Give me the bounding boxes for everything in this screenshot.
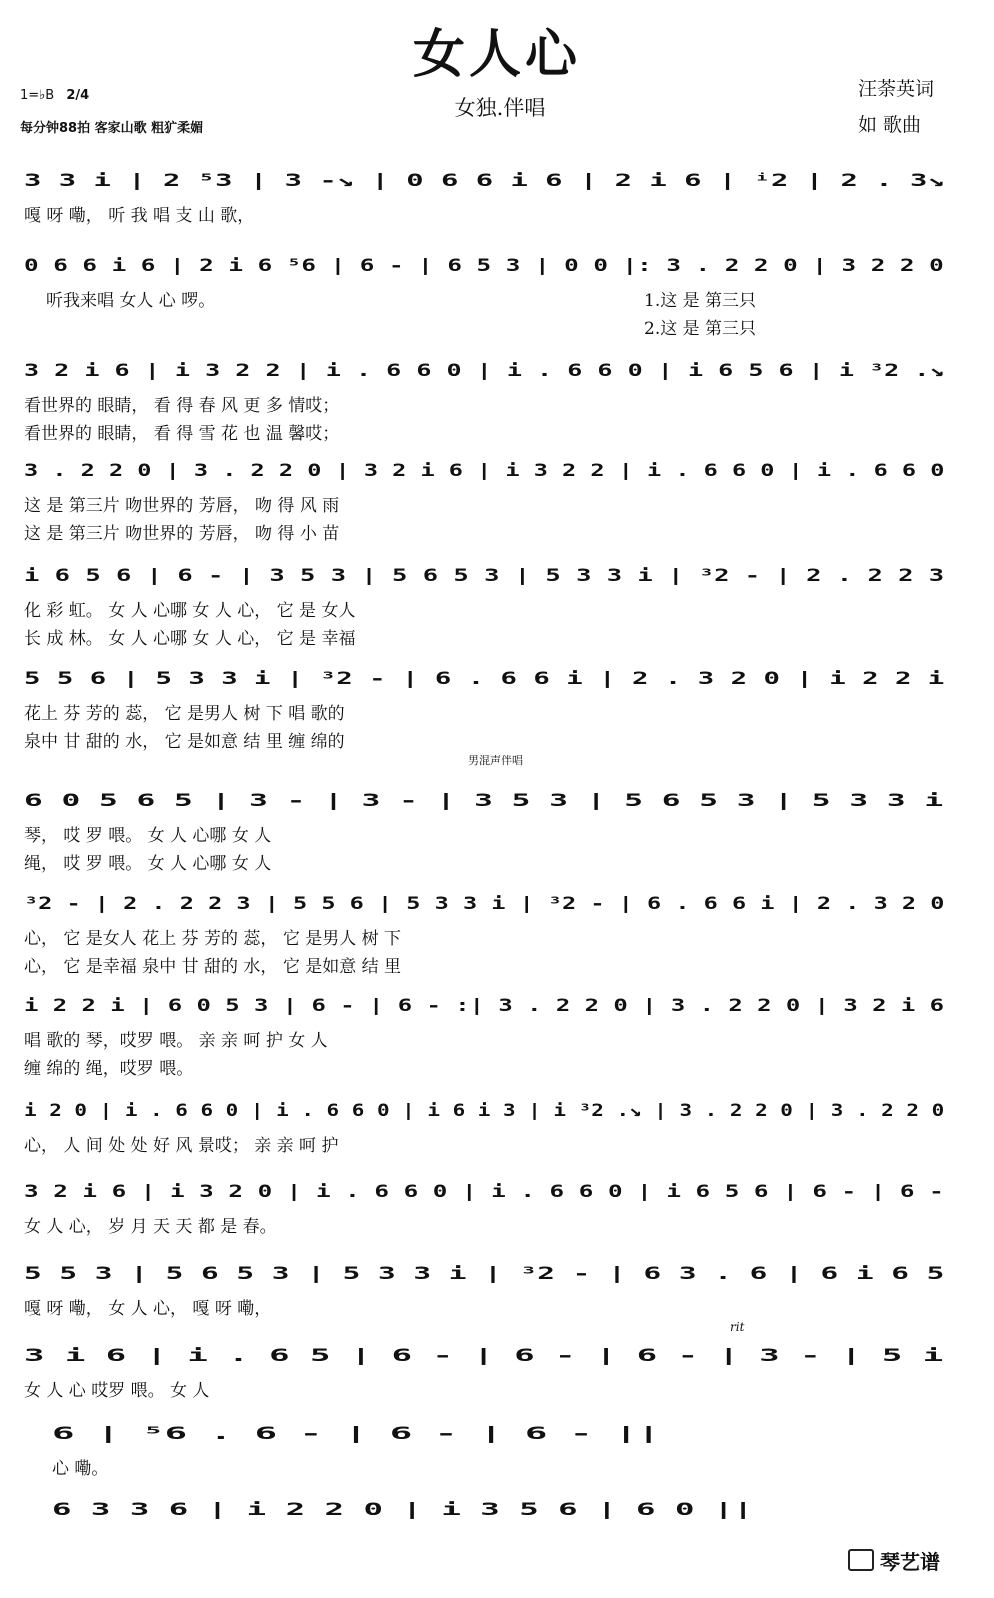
- lyric-line: 嘎 呀 嘞， 听 我 唱 支 山 歌，: [24, 206, 255, 226]
- notation-line: 6 | ⁵6 . 6 - | 6 - | 6 - ||: [52, 1424, 660, 1444]
- music-system: [0, 990, 994, 1094]
- lyricist-credit: 汪荼英词: [858, 78, 935, 100]
- site-logo: [848, 1546, 940, 1575]
- notation-line: ³2 - | 2 . 2 2 3 | 5 5 6 | 5 3 3 i | ³2 - | 6 . 6 6 i | 2 . 3 2 0: [24, 894, 945, 914]
- music-system: [0, 560, 994, 664]
- lyric-line: 缠 绵的 绳，哎罗 喂。: [24, 1059, 194, 1079]
- song-title: 女人心: [412, 24, 581, 85]
- notation-line: i 2 0 | i . 6 6 0 | i . 6 6 0 | i 6 i 3 | i ³2 .↘ | 3 . 2 2 0 | 3 . 2 2 0: [24, 1101, 945, 1121]
- song-subtitle: 女独.伴唱: [454, 96, 546, 120]
- lyric-line: 女 人 心 哎罗 喂。 女 人: [24, 1381, 210, 1401]
- music-system: [0, 250, 994, 354]
- key-signature: 1=♭B: [20, 88, 55, 103]
- lyric-line: 长 成 林。 女 人 心哪 女 人 心， 它 是 幸福: [24, 629, 356, 649]
- lyric-line: 看世界的 眼睛， 看 得 春 风 更 多 情哎；: [24, 396, 340, 416]
- notation-line: 3 2 i 6 | i 3 2 2 | i . 6 6 0 | i . 6 6 0 | i 6 5 6 | i ³2 .↘: [24, 361, 945, 381]
- lyric-line: 花上 芬 芳的 蕊， 它 是男人 树 下 唱 歌的: [24, 704, 345, 724]
- lyric-line: 这 是 第三片 吻世界的 芳唇， 吻 得 小 苗: [24, 524, 340, 544]
- lyric-line: 绳， 哎 罗 喂。 女 人 心哪 女 人: [24, 854, 272, 874]
- notation-line: i 2 2 i | 6 0 5 3 | 6 - | 6 - :| 3 . 2 2 0 | 3 . 2 2 0 | 3 2 i 6: [24, 996, 945, 1016]
- lyric-line: 1.这 是 第三只: [644, 291, 757, 311]
- lyric-line: 2.这 是 第三只: [644, 319, 757, 339]
- choir-marker: 男混声伴唱: [468, 754, 523, 767]
- notation-line: 6 0 5 6 5 | 3 - | 3 - | 3 5 3 | 5 6 5 3 | 5 3 3 i: [24, 791, 944, 811]
- lyric-line: 化 彩 虹。 女 人 心哪 女 人 心， 它 是 女人: [24, 601, 356, 621]
- key-and-time-signature: [20, 88, 89, 103]
- lyric-line: 琴， 哎 罗 喂。 女 人 心哪 女 人: [24, 826, 272, 846]
- lyric-line: 这 是 第三片 吻世界的 芳唇， 吻 得 风 雨: [24, 496, 340, 516]
- notation-line: 3 i 6 | i . 6 5 | 6 - | 6 - | 6 - | 3 - | 5 i: [24, 1346, 944, 1366]
- composer-credit: 如 歌曲: [858, 114, 922, 136]
- lyric-line: 心， 人 间 处 处 好 风 景哎； 亲 亲 呵 护: [24, 1136, 339, 1156]
- lyric-line: 心 嘞。: [52, 1459, 109, 1479]
- tempo-marking: 每分钟88拍 客家山歌 粗犷柔媚: [20, 121, 204, 136]
- notation-line: 6 3 3 6 | i 2 2 0 | i 3 5 6 | 6 0 ||: [52, 1500, 753, 1520]
- music-system: [0, 785, 994, 889]
- lyric-line: 泉中 甘 甜的 水， 它 是如意 结 里 缠 绵的: [24, 732, 345, 752]
- notation-line: 0 6 6 i 6 | 2 i 6 ⁵6 | 6 - | 6 5 3 | 0 0 |: 3 . 2 2 0 | 3 2 2 0: [24, 256, 944, 276]
- notation-line: 5 5 3 | 5 6 5 3 | 5 3 3 i | ³2 - | 6 3 . 6 | 6 i 6 5: [24, 1264, 945, 1284]
- lyric-line: 看世界的 眼睛， 看 得 雪 花 也 温 馨哎；: [24, 424, 340, 444]
- music-system: [0, 355, 994, 459]
- ritardando-marker: rit: [730, 1320, 745, 1334]
- music-system: [0, 888, 994, 992]
- notation-line: i 6 5 6 | 6 - | 3 5 3 | 5 6 5 3 | 5 3 3 i | ³2 - | 2 . 2 2 3: [24, 566, 945, 586]
- music-system: [0, 1494, 994, 1598]
- music-system: [0, 455, 994, 559]
- notation-line: 3 3 i | 2 ⁵3 | 3 -↘ | 0 6 6 i 6 | 2 i 6 | ⁱ2 | 2 . 3↘: [24, 171, 945, 191]
- lyric-line: 心， 它 是幸福 泉中 甘 甜的 水， 它 是如意 结 里: [24, 957, 402, 977]
- lyric-line: 心， 它 是女人 花上 芬 芳的 蕊， 它 是男人 树 下: [24, 929, 402, 949]
- logo-icon: [848, 1549, 874, 1571]
- lyric-line: 唱 歌的 琴，哎罗 喂。 亲 亲 呵 护 女 人: [24, 1031, 328, 1051]
- notation-line: 3 . 2 2 0 | 3 . 2 2 0 | 3 2 i 6 | i 3 2 2 | i . 6 6 0 | i . 6 6 0: [24, 461, 945, 481]
- notation-line: 5 5 6 | 5 3 3 i | ³2 - | 6 . 6 6 i | 2 . 3 2 0 | i 2 2 i: [24, 669, 945, 689]
- lyric-line: 女 人 心， 岁 月 天 天 都 是 春。: [24, 1217, 277, 1237]
- logo-text: 琴艺谱: [880, 1550, 940, 1574]
- lyric-line: 嘎 呀 嘞， 女 人 心， 嘎 呀 嘞，: [24, 1299, 272, 1319]
- time-signature: 2/4: [66, 88, 90, 103]
- music-system: [0, 663, 994, 767]
- notation-line: 3 2 i 6 | i 3 2 0 | i . 6 6 0 | i . 6 6 0 | i 6 5 6 | 6 - | 6 -: [24, 1182, 944, 1202]
- lyric-line: 听我来唱 女人 心 啰。: [46, 291, 216, 311]
